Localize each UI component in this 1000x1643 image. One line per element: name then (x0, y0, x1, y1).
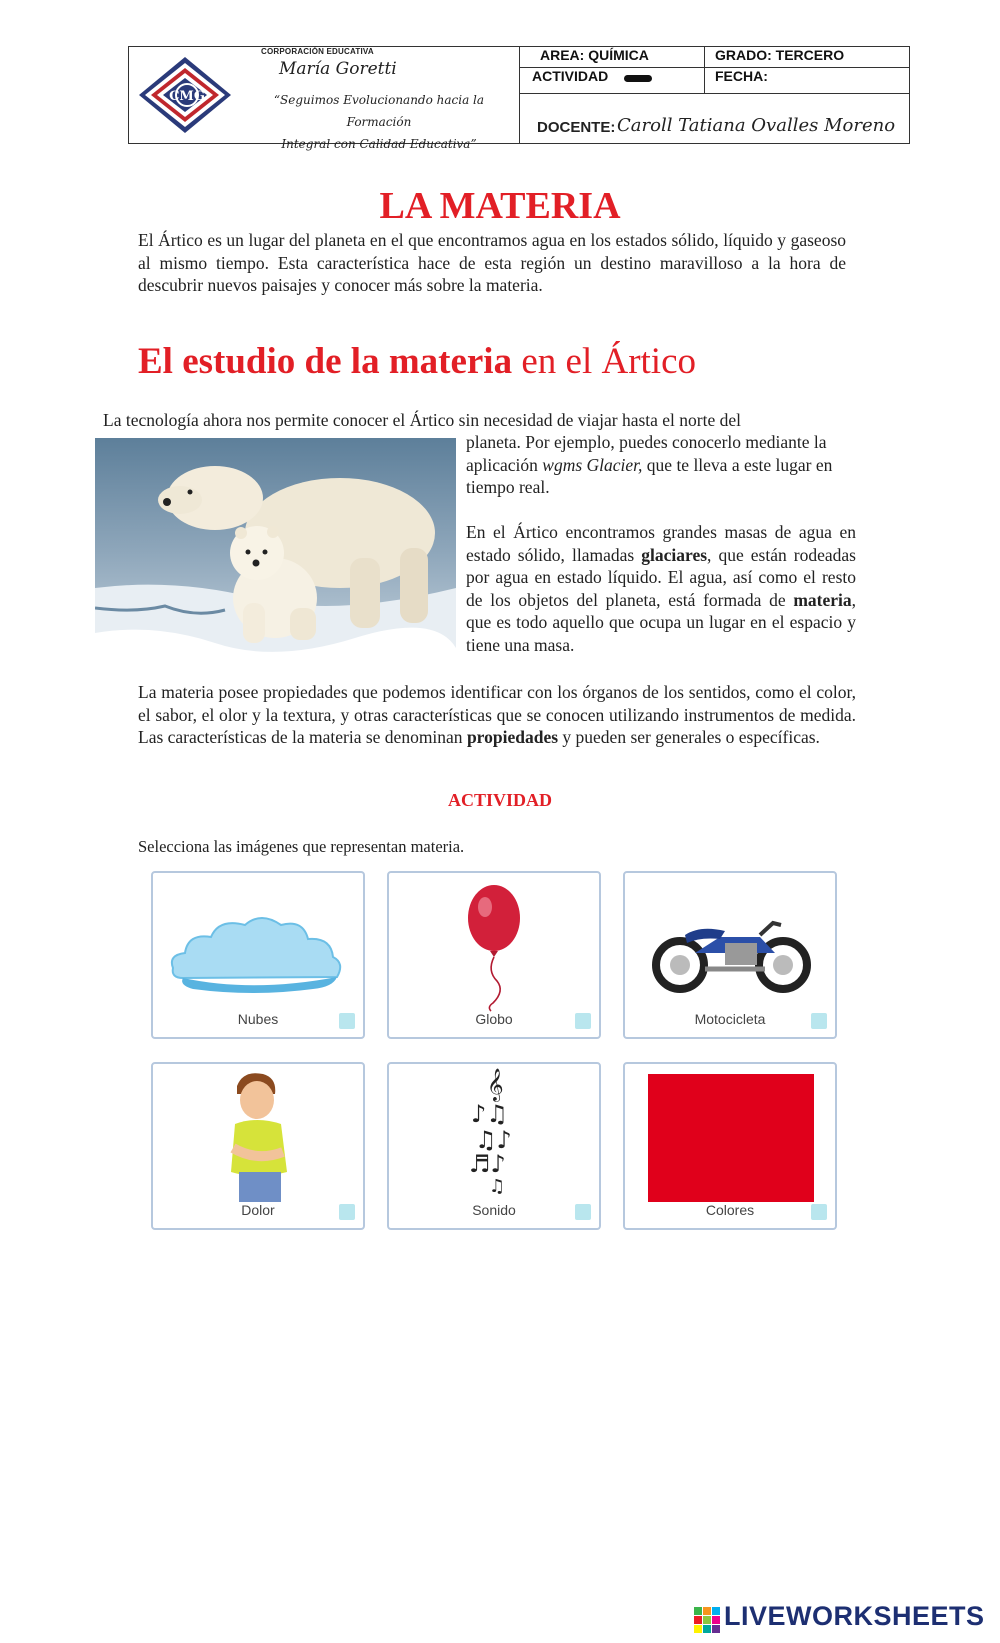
grado-label: GRADO: TERCERO (715, 47, 845, 63)
card-nubes[interactable] (151, 871, 365, 1039)
checkbox-colores[interactable] (811, 1204, 827, 1220)
card-label-dolor: Dolor (241, 1202, 275, 1218)
school-motto: “Seguimos Evolucionando hacia la Formación Integral con Calidad Educativa” (273, 93, 485, 151)
card-dolor[interactable] (151, 1062, 365, 1230)
motorcycle-icon (625, 873, 835, 1003)
card-sonido[interactable] (387, 1062, 601, 1230)
docente-name: Caroll Tatiana Ovalles Moreno (617, 115, 896, 136)
checkbox-sonido[interactable] (575, 1204, 591, 1220)
school-logo-icon (137, 55, 233, 135)
checkbox-nubes[interactable] (339, 1013, 355, 1029)
activity-number-blot (624, 75, 652, 82)
properties-paragraph: La materia posee propiedades que podemos identificar con los órganos de los sentidos, como el color, el sabor, el olor y la textura, y otras características que se conocen utilizando instrumentos de medida. Las características de la materia se denominan propiedades y pueden ser generales o específicas. (138, 682, 856, 747)
checkbox-globo[interactable] (575, 1013, 591, 1029)
docente-label: DOCENTE: (537, 119, 616, 136)
card-colores[interactable] (623, 1062, 837, 1230)
checkbox-motocicleta[interactable] (811, 1013, 827, 1029)
checkbox-dolor[interactable] (339, 1204, 355, 1220)
balloon-icon (389, 873, 599, 1013)
polar-bears-image (95, 438, 456, 669)
card-globo[interactable] (387, 871, 601, 1039)
tech-paragraph-rest: planeta. Por ejemplo, puedes conocerlo mediante la aplicación wgms Glacier, que te lleva a este lugar en tiempo real. (466, 432, 833, 497)
glaciers-paragraph: En el Ártico encontramos grandes masas de agua en estado sólido, llamadas glaciares, que están rodeadas por agua en estado líquido. El agua, así como el resto de los objetos del planeta, está formada de materia, que es todo aquello que ocupa un lugar en el espacio y tiene una masa. (466, 522, 856, 655)
svg-text:♫♪: ♫♪ (475, 1126, 512, 1154)
tech-paragraph-line1: La tecnología ahora nos permite conocer el Ártico sin necesidad de viajar hasta el norte del (103, 410, 741, 430)
corporation-label: CORPORACIÓN EDUCATIVA (261, 47, 374, 56)
school-block (129, 47, 520, 151)
card-label-motocicleta: Motocicleta (694, 1011, 766, 1027)
svg-text:CMG: CMG (169, 89, 205, 104)
intro-paragraph: El Ártico es un lugar del planeta en el que encontramos agua en los estados sólido, líquido y gaseoso al mismo tiempo. Esta característica hace de esta región un destino maravilloso a la hora de descubrir nuevos paisajes y conocer más sobre la materia. (138, 230, 846, 295)
card-label-nubes: Nubes (237, 1011, 279, 1027)
svg-text:♫: ♫ (489, 1176, 506, 1197)
section-heading: El estudio de la materia en el Ártico (138, 341, 696, 382)
card-label-globo: Globo (475, 1011, 513, 1027)
school-name: María Goretti (279, 59, 397, 79)
svg-text:𝄞: 𝄞 (487, 1068, 504, 1101)
area-label: AREA: QUÍMICA (540, 47, 649, 63)
actividad-label: ACTIVIDAD (532, 68, 609, 84)
liveworksheets-brand[interactable]: LIVEWORKSHEETS (724, 1601, 985, 1631)
card-label-sonido: Sonido (472, 1202, 516, 1218)
music-notes-icon (389, 1064, 599, 1204)
cloud-icon (153, 873, 363, 1003)
liveworksheets-logo-icon (694, 1607, 720, 1633)
header-table (128, 46, 910, 151)
svg-text:♪♫: ♪♫ (471, 1100, 508, 1128)
card-motocicleta[interactable] (623, 871, 837, 1039)
red-square-icon (648, 1074, 814, 1202)
card-label-colores: Colores (705, 1202, 755, 1218)
activity-instruction: Selecciona las imágenes que representan materia. (138, 837, 465, 856)
svg-text:♬♪: ♬♪ (469, 1150, 506, 1178)
activity-title: ACTIVIDAD (447, 790, 552, 810)
boy-in-pain-icon (153, 1064, 363, 1209)
fecha-label: FECHA: (715, 68, 768, 84)
page-title: LA MATERIA (379, 185, 621, 227)
